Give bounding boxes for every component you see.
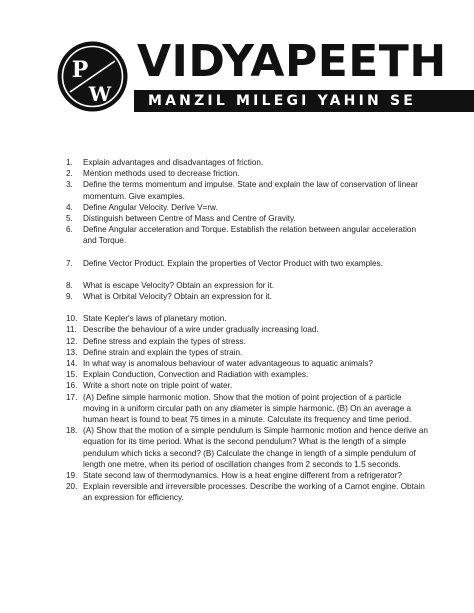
- question-text: State Kepler's laws of planetary motion.: [83, 314, 227, 324]
- question-item: [66, 224, 430, 246]
- question-text: In what way is anomalous behaviour of water advantageous to aquatic animals?: [83, 359, 373, 369]
- question-text: Define Angular Velocity. Derive V=rw.: [83, 202, 218, 212]
- question-text: Define Vector Product. Explain the properties of Vector Product with two examples.: [83, 258, 383, 268]
- question-item: [66, 157, 430, 168]
- question-item: [66, 291, 430, 302]
- question-number: 15.: [66, 370, 78, 380]
- question-text: Explain reversible and irreversible processes. Describe the working of a Carnot engine. Obtain an expression for efficiency.: [83, 482, 425, 503]
- question-item: [66, 202, 430, 213]
- question-number: 2.: [66, 169, 73, 179]
- question-number: 8.: [66, 280, 73, 290]
- question-text: Define strain and explain the types of strain.: [83, 347, 243, 357]
- question-item: [66, 369, 430, 380]
- question-text: (A) Define simple harmonic motion. Show that the motion of point projection of a particle moving in a uniform circular path on any diameter is simple harmonic. (B) On an average a human heart is found to beat 75 times in a minute. Calculate its frequency and time period.: [83, 392, 412, 425]
- brand-title: VIDYAPEETH: [137, 36, 447, 87]
- question-item: [66, 481, 430, 503]
- question-item: [66, 347, 430, 358]
- question-list: [66, 157, 430, 504]
- question-number: 13.: [66, 347, 78, 357]
- question-item: [66, 280, 430, 291]
- pw-logo-emblem: [56, 40, 129, 113]
- question-number: 9.: [66, 292, 73, 302]
- question-item: [66, 213, 430, 224]
- question-item: [66, 425, 430, 470]
- question-text: What is Orbital Velocity? Obtain an expression for it.: [83, 292, 272, 302]
- question-text: State second law of thermodynamics. How is a heat engine different from a refrigerator?: [83, 471, 402, 481]
- question-number: 19.: [66, 471, 78, 481]
- question-number: 14.: [66, 359, 78, 369]
- question-number: 11.: [66, 325, 77, 335]
- question-item: [66, 470, 430, 481]
- question-number: 3.: [66, 180, 73, 190]
- question-item: [66, 358, 430, 369]
- logo-letter-w: W: [88, 82, 112, 106]
- question-item: [66, 392, 430, 426]
- question-number: 20.: [66, 482, 78, 492]
- question-text: Define Angular acceleration and Torque. Establish the relation between angular acceleration and Torque.: [83, 225, 417, 246]
- logo-letter-p: P: [71, 57, 89, 83]
- question-item: [66, 324, 430, 335]
- tagline-text: MANZIL MILEGI YAHIN SE: [148, 93, 417, 109]
- question-number: 12.: [66, 336, 78, 346]
- question-item: [66, 313, 430, 324]
- question-number: 5.: [66, 214, 73, 224]
- question-text: Explain Conduction, Convection and Radiation with examples.: [83, 370, 309, 380]
- question-text: Define the terms momentum and impulse. State and explain the law of conservation of linear momentum. Give examples.: [83, 180, 418, 201]
- question-text: (A) Show that the motion of a simple pendulum is Simple harmonic motion and hence derive an equation for its time period. What is the second pendulum? What is the length of a simple pendulum which ticks a second? (B) Calculate the change in length of a simple pendulum of length one metre, when its period of oscillation changes from 2 seconds to 1.5 seconds.: [83, 426, 428, 469]
- question-number: 6.: [66, 225, 73, 235]
- question-number: 18.: [66, 426, 78, 436]
- question-text: Distinguish between Centre of Mass and Centre of Gravity.: [83, 214, 296, 224]
- question-text: What is escape Velocity? Obtain an expression for it.: [83, 280, 275, 290]
- question-text: Explain advantages and disadvantages of friction.: [83, 158, 264, 167]
- question-item: [66, 380, 430, 391]
- question-item: [66, 168, 430, 179]
- question-number: 17.: [66, 392, 78, 402]
- question-text: Mention methods used to decrease friction.: [83, 169, 240, 179]
- question-item: [66, 336, 430, 347]
- question-number: 1.: [66, 158, 73, 167]
- question-text: Describe the behaviour of a wire under gradually increasing load.: [83, 325, 319, 335]
- question-number: 16.: [66, 381, 78, 391]
- tagline-bar: [134, 90, 474, 112]
- question-number: 10.: [66, 314, 78, 324]
- question-text: Write a short note on triple point of water.: [83, 381, 233, 391]
- question-item: [66, 179, 430, 201]
- question-number: 7.: [66, 258, 73, 268]
- question-text: Define stress and explain the types of stress.: [83, 336, 246, 346]
- pw-logo: [56, 40, 129, 113]
- question-item: [66, 258, 430, 269]
- question-number: 4.: [66, 202, 73, 212]
